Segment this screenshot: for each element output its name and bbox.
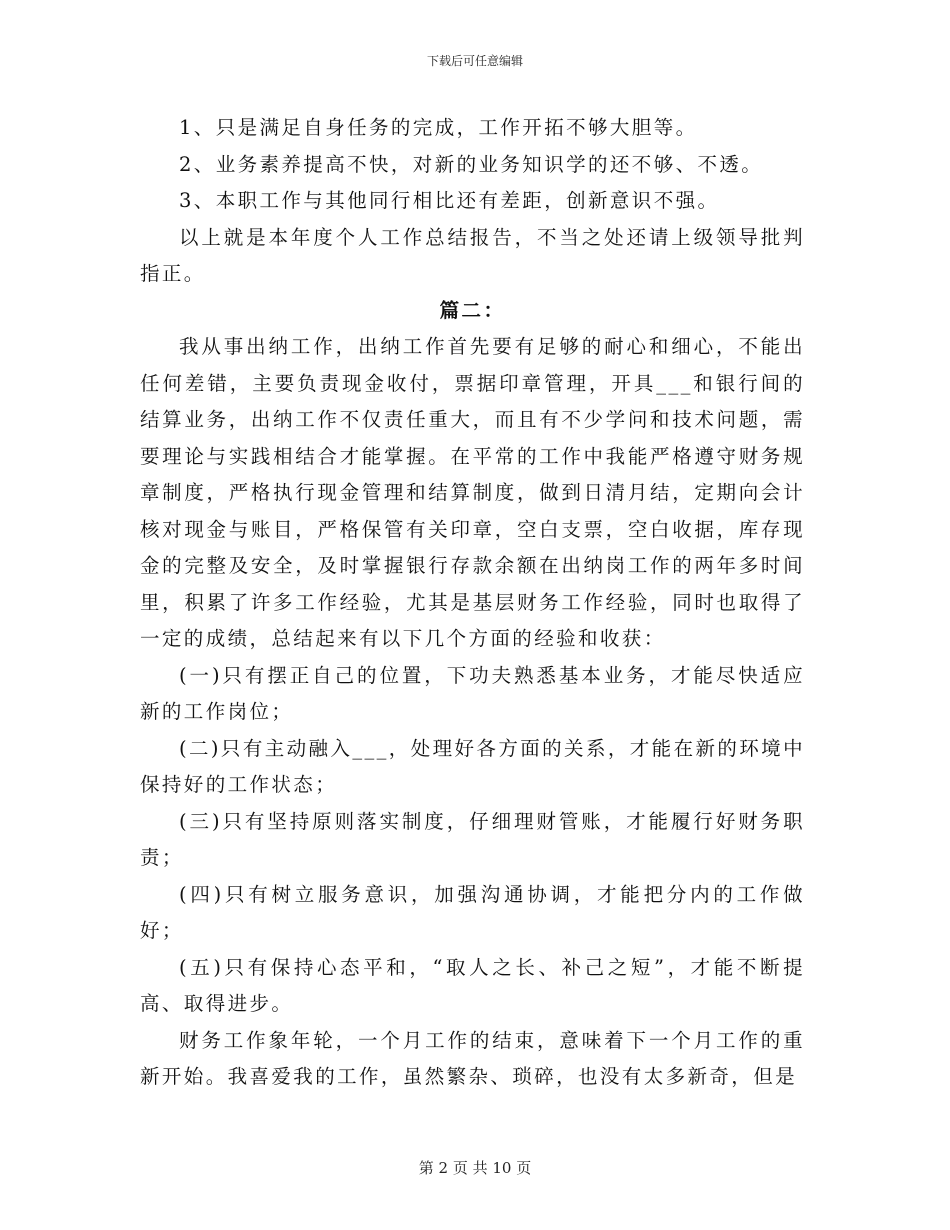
list-item-2: (二)只有主动融入___，处理好各方面的关系，才能在新的环境中保持好的工作状态； <box>140 736 805 796</box>
list-item-5: (五)只有保持心态平和，“取人之长、补己之短”，才能不断提高、取得进步。 <box>140 955 805 1015</box>
section-heading: 篇二： <box>439 298 506 322</box>
paragraph-issue-2: 2、业务素养提高不快，对新的业务知识学的还不够、不透。 <box>179 152 764 176</box>
page-footer: 第 2 页 共 10 页 <box>418 1159 532 1177</box>
paragraph-intro: 我从事出纳工作，出纳工作首先要有足够的耐心和细心，不能出任何差错，主要负责现金收付，票据印章管理，开具___和银行间的结算业务，出纳工作不仅责任重大，而且有不少学问和技术问题，需要理论与实践相结合才能掌握。在平常的工作中我能严格遵守财务规章制度，严格执行现金管理和结算制度，做到日清月结，定期向会计核对现金与账目，严格保管有关印章，空白支票，空白收据，库存现金的完整及安全，及时掌握银行存款余额在出纳岗工作的两年多时间里，积累了许多工作经验，尤其是基层财务工作经验，同时也取得了一定的成绩，总结起来有以下几个方面的经验和收获： <box>140 335 805 650</box>
paragraph-issue-1: 1、只是满足自身任务的完成，工作开拓不够大胆等。 <box>179 116 698 139</box>
list-item-1: (一)只有摆正自己的位置，下功夫熟悉基本业务，才能尽快适应新的工作岗位； <box>140 663 805 723</box>
list-item-4: (四)只有树立服务意识，加强沟通协调，才能把分内的工作做好； <box>140 882 805 942</box>
paragraph-closing: 以上就是本年度个人工作总结报告，不当之处还请上级领导批判指正。 <box>140 225 805 285</box>
paragraph-conclusion: 财务工作象年轮，一个月工作的结束，意味着下一个月工作的重新开始。我喜爱我的工作，虽然繁杂、琐碎，也没有太多新奇，但是 <box>140 1028 805 1088</box>
paragraph-issue-3: 3、本职工作与其他同行相比还有差距，创新意识不强。 <box>179 189 720 212</box>
list-item-3: (三)只有坚持原则落实制度，仔细理财管账，才能履行好财务职责； <box>140 809 805 869</box>
document-body <box>140 110 805 1096</box>
header-note: 下载后可任意编辑 <box>426 54 523 68</box>
